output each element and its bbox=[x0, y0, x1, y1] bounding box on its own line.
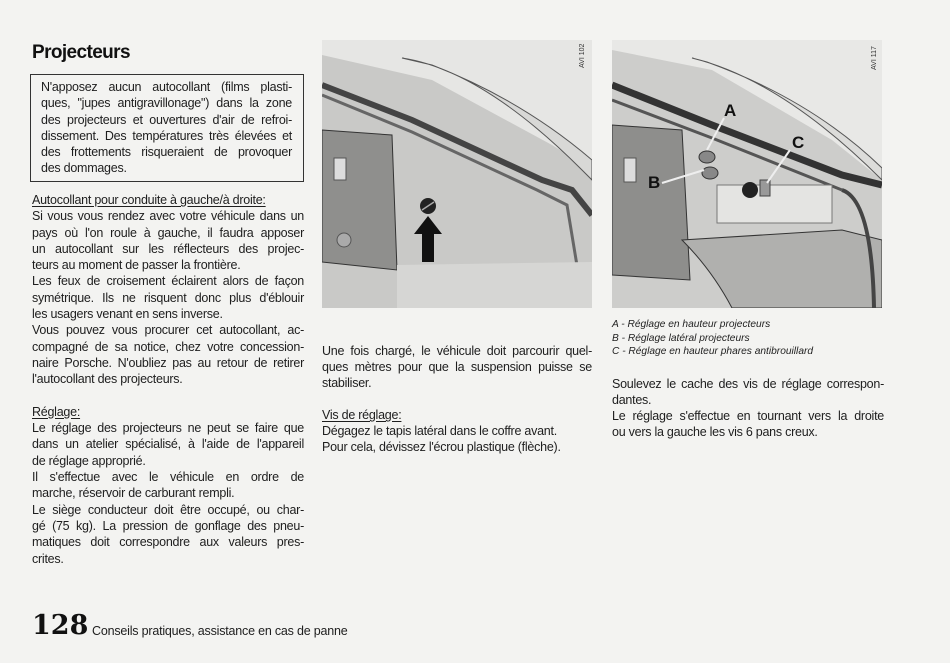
middle-column bbox=[322, 343, 592, 455]
figure-captions bbox=[612, 318, 813, 359]
text-line: l'autocollant des projecteurs. bbox=[32, 372, 183, 387]
text-line: Les feux de croisement éclairent alors de façon bbox=[32, 274, 304, 289]
figure-code: AVI 102 bbox=[579, 43, 586, 68]
text-line: matiques doit correspondre aux valeurs pres- bbox=[32, 535, 304, 550]
left-column bbox=[32, 192, 304, 567]
text-section bbox=[32, 192, 304, 388]
right-column bbox=[612, 376, 884, 440]
text-line: Soulevez le cache des vis de réglage correspon- bbox=[612, 377, 884, 391]
label-c: C bbox=[792, 133, 805, 152]
caption-c: C - Réglage en hauteur phares antibrouillard bbox=[612, 346, 814, 357]
label-a: A bbox=[724, 101, 737, 120]
section-heading: Réglage: bbox=[32, 404, 81, 419]
text-line: Pour cela, dévissez l'écrou plastique (flèche). bbox=[322, 440, 561, 454]
figure-headlight-adjusters bbox=[612, 40, 882, 308]
text-line: Le réglage s'effectue en tournant vers la droite bbox=[612, 409, 884, 423]
text-line: dans un atelier spécialisé, à l'aide de l'appareil bbox=[32, 437, 304, 452]
text-line: Le siège conducteur doit être occupé, ou char- bbox=[32, 502, 304, 517]
warning-line: des projecteurs et ouvertures d'air de refroi- bbox=[41, 112, 292, 127]
page-number: 128 bbox=[32, 610, 89, 641]
figure-code: AVI 117 bbox=[871, 46, 878, 70]
blank-line bbox=[322, 391, 592, 407]
text-line: symétrique. Ils ne risquent donc plus d'éblouir bbox=[32, 290, 304, 305]
text-section bbox=[32, 404, 304, 567]
text-line: crites. bbox=[32, 551, 64, 566]
text-section bbox=[322, 407, 592, 455]
paragraph bbox=[322, 343, 592, 391]
text-line: gé (75 kg). La pression de gonflage des pneu- bbox=[32, 518, 304, 533]
section-heading: Vis de réglage: bbox=[322, 408, 402, 422]
text-line: Une fois chargé, le véhicule doit parcourir quel- bbox=[322, 344, 592, 358]
warning-line: N'apposez aucun autocollant (films plasti- bbox=[41, 80, 292, 94]
text-line: Vous pouvez vous procurer cet autocollant, ac- bbox=[32, 323, 304, 338]
paragraph bbox=[612, 408, 884, 440]
text-line: Il s'effectue avec le véhicule en ordre de bbox=[32, 470, 304, 485]
text-line: pays où l'on roule à gauche, il faudra apposer bbox=[32, 225, 304, 240]
label-b: B bbox=[648, 173, 661, 192]
text-section bbox=[612, 376, 884, 440]
text-line: compagné de sa notice, chez votre concession- bbox=[32, 339, 304, 354]
text-line: ou vers la gauche les vis 6 pans creux. bbox=[612, 425, 818, 439]
blank-line bbox=[32, 388, 304, 404]
caption-a: A - Réglage en hauteur projecteurs bbox=[612, 319, 771, 330]
paragraph bbox=[612, 376, 884, 408]
paragraph bbox=[32, 208, 304, 273]
text-line: dantes. bbox=[612, 393, 652, 407]
text-line: teurs au moment de passer la frontière. bbox=[32, 258, 241, 273]
text-line: ques mètres pour que la suspension puisse se bbox=[322, 360, 592, 374]
text-line: de réglage approprié. bbox=[32, 453, 146, 468]
section-heading: Autocollant pour conduite à gauche/à droite: bbox=[32, 193, 266, 207]
paragraph bbox=[32, 469, 304, 502]
text-line: Le réglage des projecteurs ne peut se faire que bbox=[32, 421, 304, 436]
footer-section-title: Conseils pratiques, assistance en cas de panne bbox=[92, 624, 348, 638]
warning-box bbox=[30, 74, 304, 182]
warning-line: des dommages. bbox=[41, 161, 127, 176]
text-line: les usagers venant en sens inverse. bbox=[32, 307, 223, 322]
paragraph bbox=[32, 322, 304, 387]
page-title: Projecteurs bbox=[32, 42, 130, 63]
text-section bbox=[322, 343, 592, 391]
text-line: stabiliser. bbox=[322, 376, 372, 390]
text-line: naire Porsche. N'oubliez pas au retour de retirer bbox=[32, 355, 304, 370]
warning-line: ques, "jupes antigravillonage") dans la zone bbox=[41, 96, 292, 111]
text-line: Si vous vous rendez avec votre véhicule dans un bbox=[32, 209, 304, 224]
paragraph bbox=[322, 439, 592, 455]
text-line: Dégagez le tapis latéral dans le coffre avant. bbox=[322, 424, 557, 438]
text-line: un autocollant sur les réflecteurs des projec- bbox=[32, 241, 304, 256]
paragraph bbox=[32, 420, 304, 469]
text-line: marche, réservoir de carburant rempli. bbox=[32, 486, 235, 501]
figure-front-trunk-nut bbox=[322, 40, 592, 308]
warning-line: des frottements risqueraient de provoquer bbox=[41, 145, 292, 160]
caption-b: B - Réglage latéral projecteurs bbox=[612, 332, 750, 344]
paragraph bbox=[32, 502, 304, 567]
warning-line: dissement. Des températures très élevées et bbox=[41, 128, 292, 143]
paragraph bbox=[32, 273, 304, 322]
paragraph bbox=[322, 423, 592, 439]
